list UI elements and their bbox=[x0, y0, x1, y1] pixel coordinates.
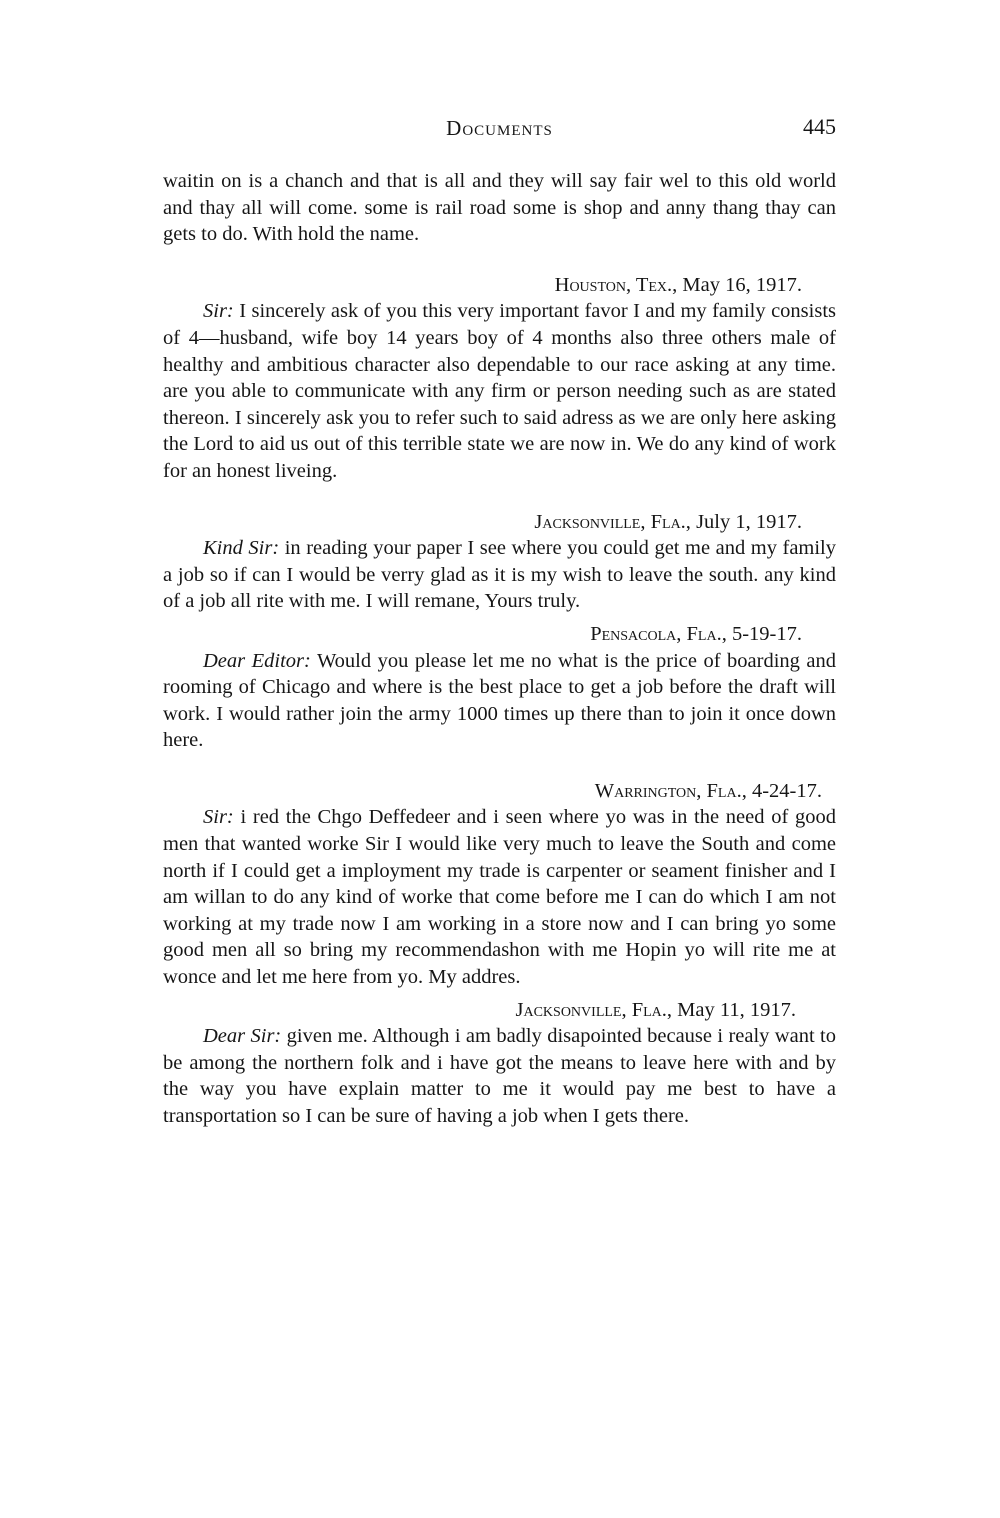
letter-text: in reading your paper I see where you could get me and my family a job so if can I would be verry glad as it is my wish to leave the south. any kind of a job all rite with me. I will remane, Yours truly. bbox=[163, 537, 836, 613]
letter-text: i red the Chgo Deffedeer and i seen where yo was in the need of good men that wanted worke Sir I would like very much to leave the South and come north if I could get a imployment my trade is carpenter or seament finisher and I am willan to do any kind of worke that come before me I can do which I am not working at my trade now I am working in a store now and I can bring yo some good men all so bring my recommendashon with me Hopin yo will rite me at wonce and let me here from yo. My addres. bbox=[163, 806, 836, 989]
letter-date: May 16, 1917. bbox=[682, 273, 802, 296]
letter-place: Warrington, Fla., bbox=[594, 779, 747, 802]
letter-place: Jacksonville, Fla., bbox=[515, 998, 673, 1021]
letter-dateline bbox=[163, 778, 836, 805]
page-number: 445 bbox=[803, 114, 836, 139]
letter bbox=[163, 778, 836, 991]
letter bbox=[163, 509, 836, 615]
letter bbox=[163, 272, 836, 485]
letter-place: Houston, Tex., bbox=[554, 273, 678, 296]
letter-text: I sincerely ask of you this very important favor I and my family consists of 4—husband, wife boy 14 years boy of 4 months also three others male of healthy and ambitious character also dependable to our race asking at any time. are you able to communicate with any firm or person needing such as are stated thereon. I sincerely ask you to refer such to said adress as we are only here asking the Lord to aid us out of this terrible state we are now in. We do any kind of work for an honest liveing. bbox=[163, 300, 836, 482]
document-page bbox=[163, 110, 836, 1130]
letter-salutation: Kind Sir: bbox=[203, 537, 280, 560]
letter-date: 4-24-17. bbox=[751, 779, 822, 802]
letter-body bbox=[163, 535, 836, 615]
letter bbox=[163, 621, 836, 754]
letter-date: May 11, 1917. bbox=[677, 998, 796, 1021]
letter-body bbox=[163, 804, 836, 990]
letter-salutation: Dear Sir: bbox=[203, 1025, 282, 1048]
letter-text: Would you please let me no what is the price of boarding and rooming of Chicago and where is the best place to get a job before the draft will work. I would rather join the army 1000 times up there than to join it once down here. bbox=[163, 649, 836, 752]
letter-salutation: Dear Editor: bbox=[203, 649, 311, 672]
letter-dateline bbox=[163, 621, 836, 648]
letter-text: given me. Although i am badly disapointed because i realy want to be among the northern folk and i have got the means to leave here with and by the way you have explain matter to me it would pay me best to have a transportation so I can be sure of having a job when I gets there. bbox=[163, 1025, 836, 1127]
running-head bbox=[163, 110, 836, 150]
letter-salutation: Sir: bbox=[203, 300, 234, 323]
running-title: Documents bbox=[446, 116, 553, 140]
letter bbox=[163, 997, 836, 1130]
letter-body bbox=[163, 1023, 836, 1129]
letter-place: Jacksonville, Fla., bbox=[534, 510, 691, 533]
letter-body bbox=[163, 648, 836, 754]
letter-salutation: Sir: bbox=[203, 806, 234, 829]
letter-body bbox=[163, 298, 836, 484]
letter-dateline bbox=[163, 997, 836, 1024]
letter-place: Pensacola, Fla., bbox=[590, 622, 727, 645]
letter-dateline bbox=[163, 272, 836, 299]
letter-dateline bbox=[163, 509, 836, 536]
letter-date: July 1, 1917. bbox=[696, 510, 802, 533]
continuation-paragraph: waitin on is a chanch and that is all and they will say fair wel to this old world and thay all will come. some is rail road some is shop and anny thang thay can gets to do. With hold the name. bbox=[163, 170, 836, 246]
letter-date: 5-19-17. bbox=[731, 622, 802, 645]
